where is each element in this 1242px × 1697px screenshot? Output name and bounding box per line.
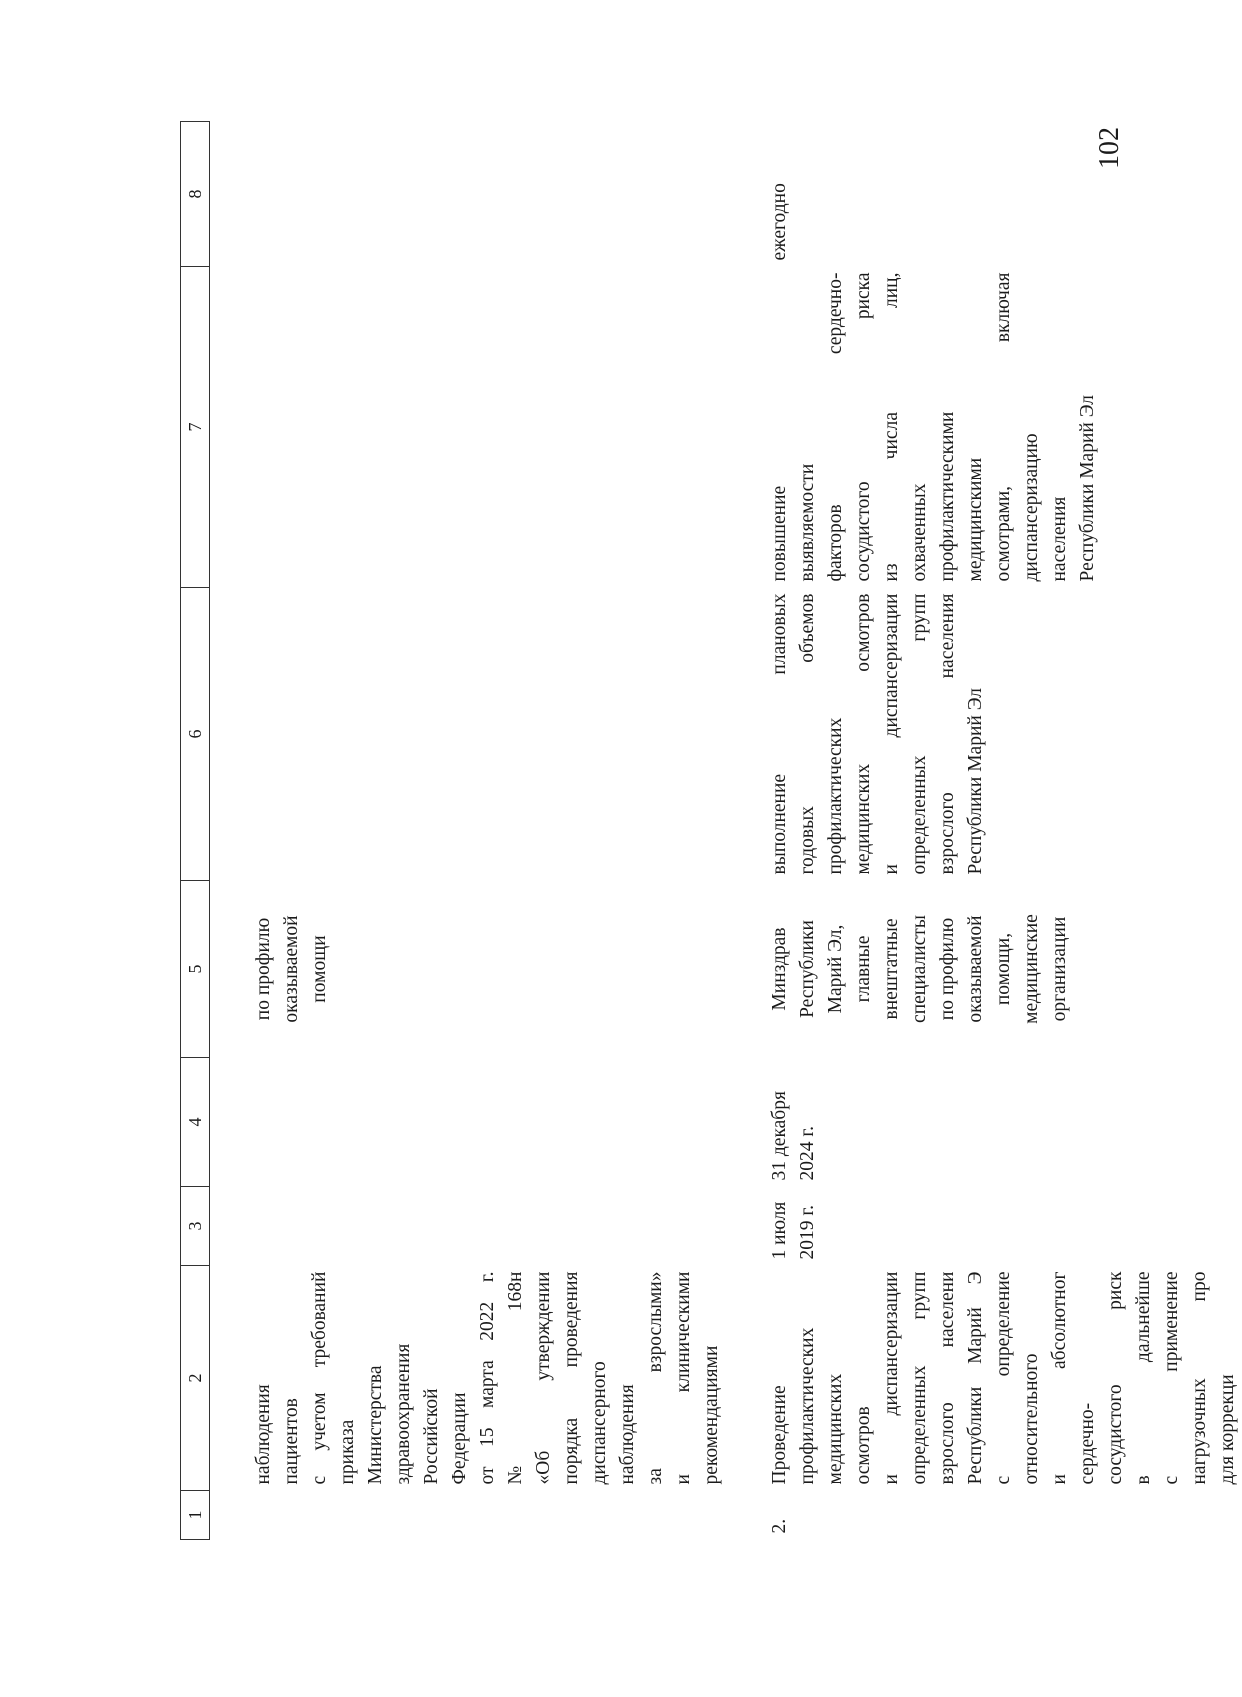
text-line: сосудистого риск [1105,1271,1126,1485]
cell-result [766,267,1242,588]
text-line: осмотрами, включая [993,272,1014,582]
text-line: охваченных [909,483,930,582]
text-line: помощи [309,935,330,1003]
cell-start [250,1187,726,1266]
text-line: главные [853,935,874,1003]
cell-responsible [766,881,1242,1058]
header-col-6: 6 [181,588,210,881]
text-line: № 168н [505,1271,526,1485]
text-line: сосудистого риска [853,272,874,582]
header-col-4: 4 [181,1058,210,1187]
text-line: здравоохранения [393,1343,414,1485]
text-line: оказываемой [965,915,986,1023]
text-line: с применение [1161,1271,1182,1485]
text-line: с определение [993,1271,1014,1485]
text-line: приказа [337,1419,358,1485]
text-line: Проведение [769,1385,790,1485]
text-line: взрослого населени [937,1271,958,1485]
text-line: наблюдения [617,1384,638,1485]
text-line: для коррекци [1217,1374,1238,1485]
text-line: выявляемости [797,463,818,582]
text-line: Марий Эл, [825,924,846,1014]
text-line: Минздрав [769,927,790,1011]
cell-start [766,1187,1242,1266]
text-line: медицинских осмотров [853,593,874,875]
plan-table [180,121,1242,1540]
text-line: оказываемой [281,915,302,1023]
start-date [766,1193,822,1260]
text-line: от 15 марта 2022 г. [477,1271,498,1485]
header-col-5: 5 [181,881,210,1058]
text-line: медицинских [825,1373,846,1485]
cell-num [766,1491,1242,1540]
text-line: 2024 г. [797,1125,818,1181]
text-line: определенных групп [909,1271,930,1485]
cell-indicator [250,588,726,881]
text-line: ежегодно [769,183,790,261]
text-line: медицинскими [965,457,986,582]
header-col-1: 1 [181,1491,210,1540]
page-number: 102 [1094,127,1125,169]
indicator-text [766,594,990,875]
text-line: населения [1049,496,1070,582]
text-line: относительного [1021,1353,1042,1485]
text-line: Республики Марий Эл [1077,394,1098,582]
text-line: годовых объемов [797,593,818,875]
table-row-2 [766,122,1242,1540]
cell-frequency [766,122,1242,267]
text-line: Федерации [449,1392,470,1485]
responsible-text [766,887,1074,1052]
header-col-8: 8 [181,122,210,267]
cell-end [766,1058,1242,1187]
text-line: из числа лиц, [881,272,902,582]
text-line: диспансеризацию [1021,433,1042,582]
text-line: порядка проведения [561,1271,582,1485]
text-line: определенных групп [909,593,930,875]
text-line: сердечно- [1077,1402,1098,1485]
cell-end [250,1058,726,1187]
text-line: рекомендациями [701,1345,722,1485]
text-line: и клиническими [673,1271,694,1485]
text-line: факторов сердечно- [825,272,846,582]
text-line: Республики Марий Э [965,1271,986,1485]
text-line: выполнение плановых [769,593,790,875]
text-line: «Об утверждении [533,1271,554,1485]
text-line: по профилю [253,917,274,1021]
text-line: профилактических [797,1327,818,1485]
text-line: Министерства [365,1365,386,1485]
cell-responsible [250,881,726,1058]
text-line: Российской [421,1388,442,1485]
text-line: Республики Марий Эл [965,687,986,875]
text-line: внештатные [881,918,902,1020]
text-line: повышение [769,485,790,582]
text-line: 1 июля [769,1201,790,1260]
frequency-text [766,128,794,261]
row-number: 2. [769,1518,790,1534]
header-row [181,122,210,1540]
result-text [766,273,1102,582]
text-line: Республики [797,920,818,1018]
text-line: специалисты [909,915,930,1023]
text-line: пациентов [281,1398,302,1485]
cell-event [250,1266,726,1491]
cell-result [250,267,726,588]
table-row-continuation [250,122,726,1540]
text-line: профилактических [825,717,846,875]
text-line: 2019 г. [797,1204,818,1260]
text-line: за взрослыми» [645,1271,666,1485]
text-line: и диспансеризации [881,1271,902,1485]
cell-num [250,1491,726,1540]
header-col-3: 3 [181,1187,210,1266]
text-line: организации [1049,916,1070,1022]
text-line: профилактическими [937,411,958,582]
text-line: медицинские [1021,914,1042,1024]
end-date [766,1064,822,1181]
text-line: в дальнейше [1133,1271,1154,1485]
header-col-7: 7 [181,267,210,588]
header-col-2: 2 [181,1266,210,1491]
text-line: и диспансеризации [881,593,902,875]
text-line: осмотров [853,1406,874,1485]
event-text [250,1272,726,1485]
text-line: наблюдения [253,1384,274,1485]
responsible-text [250,887,334,1052]
text-line: по профилю [937,917,958,1021]
text-line: диспансерного [589,1361,610,1485]
cell-indicator [766,588,1242,881]
text-line: с учетом требований [309,1271,330,1485]
text-line: 31 декабря [769,1091,790,1181]
text-line: нагрузочных про [1189,1271,1210,1485]
text-line: помощи, [993,932,1014,1006]
text-line: взрослого населения [937,593,958,875]
cell-event [766,1266,1242,1491]
text-line: и абсолютног [1049,1271,1070,1485]
event-text [766,1272,1242,1485]
cell-frequency [250,122,726,267]
